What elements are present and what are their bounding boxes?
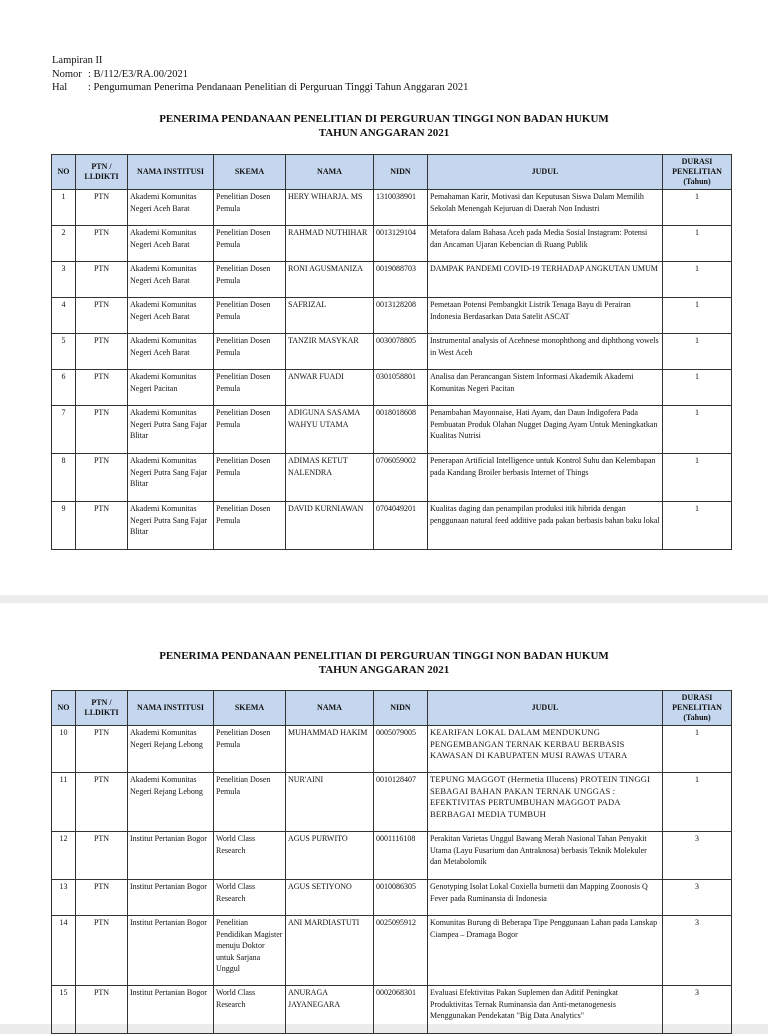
col-header-durasi: DURASI PENELITIAN (Tahun) bbox=[663, 155, 732, 190]
table-row bbox=[52, 502, 732, 550]
cell-judul: Penerapan Artificial Intelligence untuk Kontrol Suhu dan Kelembapan pada Kandang Broiler berbasis Internet of Things bbox=[428, 454, 663, 502]
cell-judul: Komunitas Burung di Beberapa Tipe Penggunaan Lahan pada Lanskap Ciampea – Dramaga Bogor bbox=[428, 916, 663, 986]
page-2 bbox=[0, 603, 768, 1024]
cell-no: 15 bbox=[52, 986, 76, 1034]
cell-no: 5 bbox=[52, 334, 76, 370]
col-header-no: NO bbox=[52, 155, 76, 190]
cell-ptn: PTN bbox=[76, 986, 128, 1034]
cell-skema: World Class Research bbox=[214, 986, 286, 1034]
cell-institusi: Institut Pertanian Bogor bbox=[128, 832, 214, 880]
cell-no: 10 bbox=[52, 726, 76, 773]
cell-nama: RONI AGUSMANIZA bbox=[286, 262, 374, 298]
col-header-no: NO bbox=[52, 691, 76, 726]
cell-nidn: 0704049201 bbox=[374, 502, 428, 550]
table-row bbox=[52, 986, 732, 1034]
cell-no: 8 bbox=[52, 454, 76, 502]
cell-durasi: 1 bbox=[663, 370, 732, 406]
table-row bbox=[52, 832, 732, 880]
cell-institusi: Akademi Komunitas Negeri Aceh Barat bbox=[128, 298, 214, 334]
table-row bbox=[52, 880, 732, 916]
cell-skema: Penelitian Dosen Pemula bbox=[214, 226, 286, 262]
cell-nama: ANI MARDIASTUTI bbox=[286, 916, 374, 986]
cell-ptn: PTN bbox=[76, 880, 128, 916]
cell-durasi: 1 bbox=[663, 773, 732, 832]
cell-nama: HERY WIHARJA. MS bbox=[286, 190, 374, 226]
cell-ptn: PTN bbox=[76, 773, 128, 832]
cell-ptn: PTN bbox=[76, 726, 128, 773]
col-header-nidn: NIDN bbox=[374, 155, 428, 190]
cell-ptn: PTN bbox=[76, 454, 128, 502]
table-row bbox=[52, 370, 732, 406]
cell-nidn: 0001116108 bbox=[374, 832, 428, 880]
cell-ptn: PTN bbox=[76, 406, 128, 454]
cell-durasi: 1 bbox=[663, 454, 732, 502]
cell-no: 3 bbox=[52, 262, 76, 298]
cell-judul: Genotyping Isolat Lokal Coxiella burnetii dan Mapping Zoonosis Q Fever pada Ruminansia di Indonesia bbox=[428, 880, 663, 916]
cell-institusi: Akademi Komunitas Negeri Aceh Barat bbox=[128, 226, 214, 262]
cell-nama: MUHAMMAD HAKIM bbox=[286, 726, 374, 773]
table-row bbox=[52, 454, 732, 502]
document-title bbox=[0, 649, 768, 677]
cell-judul: TEPUNG MAGGOT (Hermetia Illucens) PROTEIN TINGGI SEBAGAI BAHAN PAKAN TERNAK UNGGAS : EFEKTIVITAS PERTUMBUHAN MAGGOT PADA BERBAGAI MEDIA TUMBUH bbox=[428, 773, 663, 832]
cell-ptn: PTN bbox=[76, 370, 128, 406]
cell-institusi: Akademi Komunitas Negeri Aceh Barat bbox=[128, 262, 214, 298]
cell-skema: Penelitian Dosen Pemula bbox=[214, 370, 286, 406]
cell-durasi: 3 bbox=[663, 916, 732, 986]
table-row bbox=[52, 406, 732, 454]
cell-no: 11 bbox=[52, 773, 76, 832]
cell-durasi: 1 bbox=[663, 334, 732, 370]
cell-ptn: PTN bbox=[76, 502, 128, 550]
cell-durasi: 3 bbox=[663, 986, 732, 1034]
hal-label: Hal bbox=[52, 82, 68, 93]
nomor-line bbox=[52, 68, 468, 82]
cell-skema: Penelitian Dosen Pemula bbox=[214, 454, 286, 502]
recipients-table-page-2 bbox=[51, 690, 732, 1034]
cell-institusi: Institut Pertanian Bogor bbox=[128, 880, 214, 916]
col-header-ptn: PTN / LLDIKTI bbox=[76, 691, 128, 726]
cell-judul: Kualitas daging dan penampilan produksi itik hibrida dengan penggunaan natural feed additive pada pakan berbasis bahan baku lokal bbox=[428, 502, 663, 550]
cell-judul: Evaluasi Efektivitas Pakan Suplemen dan Aditif Peningkat Produktivitas Ternak Ruminansia dan Anti-metanogenesis Menggunakan Pendekatan "Big Data Analytics" bbox=[428, 986, 663, 1034]
cell-nidn: 0019088703 bbox=[374, 262, 428, 298]
cell-nidn: 0013129104 bbox=[374, 226, 428, 262]
cell-nama: ANURAGA JAYANEGARA bbox=[286, 986, 374, 1034]
recipients-table-page-1 bbox=[51, 154, 732, 550]
cell-skema: World Class Research bbox=[214, 880, 286, 916]
title-line-2: TAHUN ANGGARAN 2021 bbox=[318, 127, 450, 139]
cell-ptn: PTN bbox=[76, 298, 128, 334]
cell-no: 4 bbox=[52, 298, 76, 334]
col-header-ptn: PTN / LLDIKTI bbox=[76, 155, 128, 190]
cell-institusi: Institut Pertanian Bogor bbox=[128, 916, 214, 986]
cell-skema: Penelitian Dosen Pemula bbox=[214, 334, 286, 370]
cell-nama: ADIMAS KETUT NALENDRA bbox=[286, 454, 374, 502]
cell-institusi: Akademi Komunitas Negeri Putra Sang Fajar Blitar bbox=[128, 406, 214, 454]
cell-durasi: 3 bbox=[663, 832, 732, 880]
cell-institusi: Akademi Komunitas Negeri Putra Sang Fajar Blitar bbox=[128, 502, 214, 550]
cell-judul: Penambahan Mayonnaise, Hati Ayam, dan Daun Indigofera Pada Pembuatan Produk Olahan Nugget Daging Ayam Untuk Meningkatkan Kualitas Nutrisi bbox=[428, 406, 663, 454]
col-header-institusi: NAMA INSTITUSI bbox=[128, 691, 214, 726]
cell-no: 12 bbox=[52, 832, 76, 880]
cell-institusi: Akademi Komunitas Negeri Rejang Lebong bbox=[128, 726, 214, 773]
cell-durasi: 1 bbox=[663, 726, 732, 773]
cell-nidn: 0010086305 bbox=[374, 880, 428, 916]
cell-skema: Penelitian Dosen Pemula bbox=[214, 262, 286, 298]
cell-skema: Penelitian Dosen Pemula bbox=[214, 726, 286, 773]
cell-durasi: 1 bbox=[663, 262, 732, 298]
cell-judul: KEARIFAN LOKAL DALAM MENDUKUNG PENGEMBANGAN TERNAK KERBAU BERBASIS KAWASAN DI KABUPATEN MUSI RAWAS UTARA bbox=[428, 726, 663, 773]
nomor-label: Nomor bbox=[52, 68, 82, 80]
table-row bbox=[52, 726, 732, 773]
cell-no: 6 bbox=[52, 370, 76, 406]
cell-nama: DAVID KURNIAWAN bbox=[286, 502, 374, 550]
cell-nidn: 0025095912 bbox=[374, 916, 428, 986]
cell-skema: World Class Research bbox=[214, 832, 286, 880]
cell-nama: NUR'AINI bbox=[286, 773, 374, 832]
cell-ptn: PTN bbox=[76, 916, 128, 986]
cell-judul: Analisa dan Perancangan Sistem Informasi Akademik Akademi Komunitas Negeri Pacitan bbox=[428, 370, 663, 406]
hal-value: : Pengumuman Penerima Pendanaan Penelitian di Perguruan Tinggi Tahun Anggaran 2021 bbox=[88, 82, 469, 93]
cell-institusi: Institut Pertanian Bogor bbox=[128, 986, 214, 1034]
cell-institusi: Akademi Komunitas Negeri Putra Sang Fajar Blitar bbox=[128, 454, 214, 502]
cell-durasi: 1 bbox=[663, 190, 732, 226]
cell-nidn: 0010128407 bbox=[374, 773, 428, 832]
cell-judul: Instrumental analysis of Acehnese monophthong and diphthong vowels in West Aceh bbox=[428, 334, 663, 370]
col-header-judul: JUDUL bbox=[428, 691, 663, 726]
cell-no: 13 bbox=[52, 880, 76, 916]
table-row bbox=[52, 226, 732, 262]
cell-ptn: PTN bbox=[76, 832, 128, 880]
cell-skema: Penelitian Dosen Pemula bbox=[214, 502, 286, 550]
cell-institusi: Akademi Komunitas Negeri Pacitan bbox=[128, 370, 214, 406]
col-header-skema: SKEMA bbox=[214, 155, 286, 190]
cell-ptn: PTN bbox=[76, 334, 128, 370]
letterhead bbox=[52, 54, 468, 95]
col-header-judul: JUDUL bbox=[428, 155, 663, 190]
cell-durasi: 3 bbox=[663, 880, 732, 916]
lampiran-line: Lampiran II bbox=[52, 55, 103, 66]
table-row bbox=[52, 773, 732, 832]
col-header-nama: NAMA bbox=[286, 691, 374, 726]
cell-nama: TANZIR MASYKAR bbox=[286, 334, 374, 370]
col-header-nama: NAMA bbox=[286, 155, 374, 190]
cell-judul: DAMPAK PANDEMI COVID-19 TERHADAP ANGKUTAN UMUM bbox=[428, 262, 663, 298]
cell-no: 9 bbox=[52, 502, 76, 550]
table-row bbox=[52, 334, 732, 370]
cell-judul: Metafora dalam Bahasa Aceh pada Media Sosial Instagram: Potensi dan Ancaman Ujaran Kebencian di Ruang Publik bbox=[428, 226, 663, 262]
cell-durasi: 1 bbox=[663, 406, 732, 454]
cell-institusi: Akademi Komunitas Negeri Rejang Lebong bbox=[128, 773, 214, 832]
cell-nama: AGUS PURWITO bbox=[286, 832, 374, 880]
cell-skema: Penelitian Dosen Pemula bbox=[214, 773, 286, 832]
nomor-value: : B/112/E3/RA.00/2021 bbox=[88, 68, 188, 80]
cell-durasi: 1 bbox=[663, 502, 732, 550]
table-row bbox=[52, 262, 732, 298]
cell-nama: ADIGUNA SASAMA WAHYU UTAMA bbox=[286, 406, 374, 454]
title-line-1: PENERIMA PENDANAAN PENELITIAN DI PERGURUAN TINGGI NON BADAN HUKUM bbox=[159, 113, 609, 125]
cell-nama: AGUS SETIYONO bbox=[286, 880, 374, 916]
cell-skema: Penelitian Dosen Pemula bbox=[214, 190, 286, 226]
table-row bbox=[52, 190, 732, 226]
cell-judul: Pemetaan Potensi Pembangkit Listrik Tenaga Bayu di Perairan Indonesia Berdasarkan Data Satelit ASCAT bbox=[428, 298, 663, 334]
table-header-row bbox=[52, 155, 732, 190]
cell-skema: Penelitian Pendidikan Magister menuju Doktor untuk Sarjana Unggul bbox=[214, 916, 286, 986]
cell-no: 7 bbox=[52, 406, 76, 454]
cell-ptn: PTN bbox=[76, 226, 128, 262]
cell-ptn: PTN bbox=[76, 262, 128, 298]
cell-nidn: 0005079005 bbox=[374, 726, 428, 773]
table-header-row bbox=[52, 691, 732, 726]
document-title bbox=[0, 112, 768, 140]
cell-nidn: 0301058801 bbox=[374, 370, 428, 406]
cell-institusi: Akademi Komunitas Negeri Aceh Barat bbox=[128, 190, 214, 226]
table-row bbox=[52, 298, 732, 334]
cell-judul: Pemahaman Karir, Motivasi dan Keputusan Siswa Dalam Memilih Sekolah Menengah Kejuruan di Daerah Non Industri bbox=[428, 190, 663, 226]
cell-judul: Perakitan Varietas Unggul Bawang Merah Nasional Tahan Penyakit Utama (Layu Fusarium dan Antraknosa) berbasis Teknik Molekuler dan Metabolomik bbox=[428, 832, 663, 880]
cell-skema: Penelitian Dosen Pemula bbox=[214, 298, 286, 334]
cell-ptn: PTN bbox=[76, 190, 128, 226]
col-header-institusi: NAMA INSTITUSI bbox=[128, 155, 214, 190]
cell-nidn: 0706059002 bbox=[374, 454, 428, 502]
cell-nama: RAHMAD NUTHIHAR bbox=[286, 226, 374, 262]
cell-durasi: 1 bbox=[663, 226, 732, 262]
cell-nidn: 0030078805 bbox=[374, 334, 428, 370]
cell-no: 2 bbox=[52, 226, 76, 262]
cell-nidn: 0018018608 bbox=[374, 406, 428, 454]
title-line-1: PENERIMA PENDANAAN PENELITIAN DI PERGURUAN TINGGI NON BADAN HUKUM bbox=[159, 650, 609, 662]
col-header-durasi: DURASI PENELITIAN (Tahun) bbox=[663, 691, 732, 726]
cell-nidn: 0002068301 bbox=[374, 986, 428, 1034]
cell-institusi: Akademi Komunitas Negeri Aceh Barat bbox=[128, 334, 214, 370]
cell-nama: ANWAR FUADI bbox=[286, 370, 374, 406]
cell-no: 1 bbox=[52, 190, 76, 226]
cell-nama: SAFRIZAL bbox=[286, 298, 374, 334]
hal-line bbox=[52, 81, 468, 95]
cell-nidn: 0013128208 bbox=[374, 298, 428, 334]
cell-skema: Penelitian Dosen Pemula bbox=[214, 406, 286, 454]
title-line-2: TAHUN ANGGARAN 2021 bbox=[318, 664, 450, 676]
col-header-nidn: NIDN bbox=[374, 691, 428, 726]
cell-no: 14 bbox=[52, 916, 76, 986]
cell-durasi: 1 bbox=[663, 298, 732, 334]
cell-nidn: 1310038901 bbox=[374, 190, 428, 226]
col-header-skema: SKEMA bbox=[214, 691, 286, 726]
table-row bbox=[52, 916, 732, 986]
